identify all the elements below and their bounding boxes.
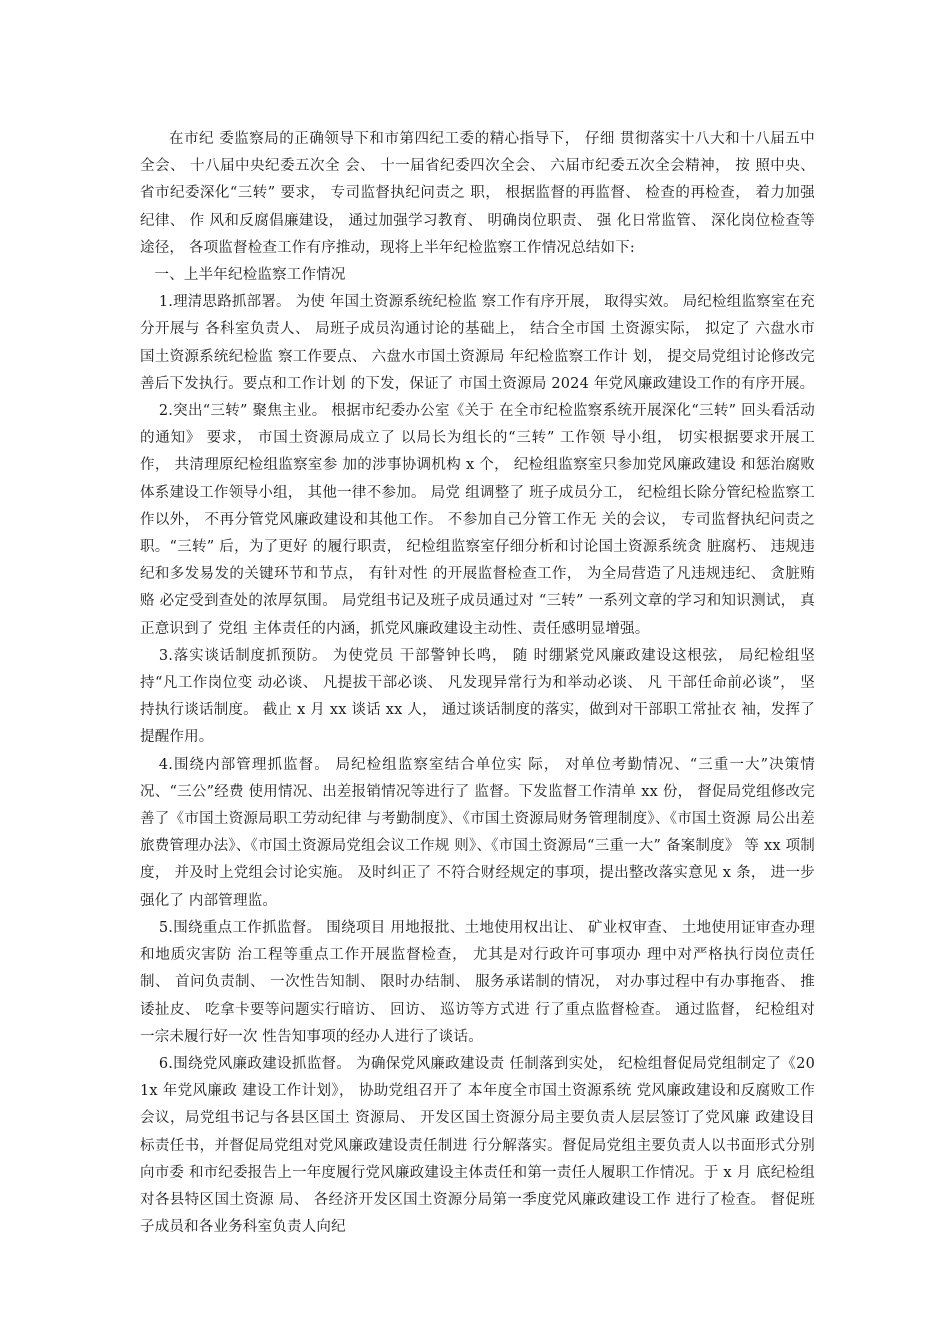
item-paragraph-5: 5.围绕重点工作抓监督。 围绕项目 用地报批、土地使用权出让、 矿业权审查、 土地使用证审查办理和地质灾害防 治工程等重点工作开展监督检查， 尤其是对行政许可事项办 理中对严格执行岗位责任制、 首问负责制、 一次性告知制、 限时办结制、 服务承诺制的情况， 对办事过程中有办事拖沓、 推诿扯皮、 吃拿卡要等问题实行暗访、 回访、 巡访等方式进 行了重点监督检查。 通过监督， 纪检组对一宗未履行好一次 性告知事项的经办人进行了谈话。 bbox=[140, 919, 815, 1045]
document-body bbox=[140, 126, 815, 1241]
item-paragraph-2: 2.突出“三转” 聚焦主业。 根据市纪委办公室《关于 在全市纪检监察系统开展深化“三转” 回头看活动的通知》 要求， 市国土资源局成立了 以局长为组长的“三转” 工作领 导小组， 切实根据要求开展工作， 共清理原纪检组监察室参 加的涉事协调机构 x 个， 纪检组监察室只参加党风廉政建设 和惩治腐败体系建设工作领导小组， 其他一律不参加。 局党 组调整了 班子成员分工， 纪检组长除分管纪检监察工作以外， 不再分管党风廉政建设和其他工作。 不参加自己分管工作无 关的会议， 专司监督执纪问责之职。“三转” 后，为了更好 的履行职责， 纪检组监察室仔细分析和讨论国土资源系统贪 脏腐朽、 违规违纪和多发易发的关键环节和节点， 有针对性 的开展监督检查工作， 为全局营造了凡违规违纪、 贪脏贿赂 必定受到查处的浓厚氛围。 局党组书记及班子成员通过对 “三转” 一系列文章的学习和知识测试， 真正意识到了 党组 主体责任的内涵，抓党风廉政建设主动性、责任感明显增强。 bbox=[140, 403, 815, 637]
section-heading: 一、上半年纪检监察工作情况 bbox=[154, 267, 346, 284]
item-paragraph-6: 6.围绕党风廉政建设抓监督。 为确保党风廉政建设责 任制落到实处， 纪检组督促局党组制定了《201x 年党风廉政 建设工作计划》， 协助党组召开了 本年度全市国土资源系统 党风廉政建设和反腐败工作会议，局党组书记与各县区国土 资源局、 开发区国土资源分局主要负责人层层签订了党风廉 政建设目标责任书，并督促局党组对党风廉政建设责任制进 行分解落实。督促局党组主要负责人以书面形式分别向市委 和市纪委报告上一年度履行党风廉政建设主体责任和第一责任人履职工作情况。于 x 月 底纪检组对各县特区国土资源 局、 各经济开发区国土资源分局第一季度党风廉政建设工作 进行了检查。 督促班子成员和各业务科室负责人向纪 bbox=[140, 1055, 815, 1236]
item-paragraph-3: 3.落实谈话制度抓预防。 为使党员 干部警钟长鸣， 随 时绷紧党风廉政建设这根弦， 局纪检组坚持“凡工作岗位变 动必谈、 凡提拔干部必谈、 凡发现异常行为和举动必谈、 凡 干部任命前必谈”， 坚持执行谈话制度。 截止 x 月 xx 谈话 xx 人， 通过谈话制度的落实，做到对干部职工常扯衣 袖，发挥了提醒作用。 bbox=[140, 647, 815, 746]
intro-paragraph: 在市纪 委监察局的正确领导下和市第四纪工委的精心指导下， 仔细 贯彻落实十八大和十八届五中全会、 十八届中央纪委五次全 会、 十一届省纪委四次全会、 六届市纪委五次全会精神， 按 照中央、 省市纪委深化“三转” 要求， 专司监督执纪问责之 职， 根据监督的再监督、 检查的再检查， 着力加强纪律、 作 风和反腐倡廉建设， 通过加强学习教育、 明确岗位职责、 强 化日常监管、 深化岗位检查等途径， 各项监督检查工作有序推动，现将上半年纪检监察工作情况总结如下: bbox=[140, 131, 815, 256]
item-paragraph-1: 1.理清思路抓部署。 为使 年国土资源系统纪检监 察工作有序开展， 取得实效。 局纪检组监察室在充分开展与 各科室负责人、 局班子成员沟通讨论的基础上， 结合全市国 土资源实际， 拟定了 六盘水市国土资源系统纪检监 察工作要点、 六盘水市国土资源局 年纪检监察工作计 划， 提交局党组讨论修改完善后下发执行。要点和工作计划 的下发，保证了 市国土资源局 2024 年党风廉政建设工作的有序开展。 bbox=[140, 294, 815, 392]
item-paragraph-4: 4.围绕内部管理抓监督。 局纪检组监察室结合单位实 际， 对单位考勤情况、“三重一大”决策情况、“三公”经费 使用情况、出差报销情况等进行了 监督。下发监督工作清单 xx 份， 督促局党组修改完善了《市国土资源局职工劳动纪律 与考勤制度》、《市国土资源局财务管理制度》、《市国土资源 局公出差旅费管理办法》、《市国土资源局党组会议工作规 则》、《市国土资源局“三重一大” 备案制度》 等 xx 项制度， 并及时上党组会讨论实施。 及时纠正了 不符合财经规定的事项，提出整改落实意见 x 条， 进一步强化了 内部管理监。 bbox=[140, 756, 815, 909]
